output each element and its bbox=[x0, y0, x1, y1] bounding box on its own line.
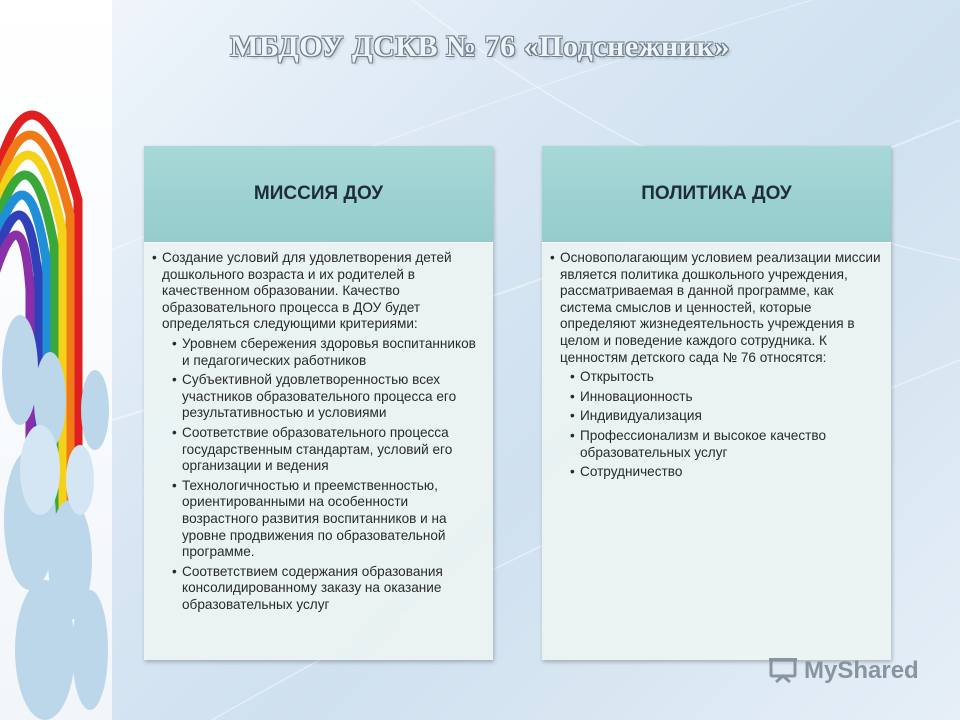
list-item: • Открытость bbox=[570, 369, 883, 386]
policy-intro: • Основополагающим условием реализации миссии является политика дошкольного учреждения, рассматриваемая в данной программе, как система смыслов и ценностей, которые определяют жизнедеятельность учреждения в целом и поведение каждого сотрудника. К ценностям детского сада № 76 относятся: bbox=[550, 250, 883, 366]
page-title: МБДОУ ДСКВ № 76 «Подснежник» bbox=[230, 30, 730, 63]
policy-body bbox=[542, 243, 891, 481]
myshared-watermark[interactable] bbox=[768, 656, 919, 686]
policy-heading: ПОЛИТИКА ДОУ bbox=[542, 146, 891, 243]
list-item: • Соответствие образовательного процесса государственным стандартам, условий его организации и ведения bbox=[172, 425, 485, 475]
list-item: • Индивидуализация bbox=[570, 408, 883, 425]
policy-card bbox=[542, 146, 891, 660]
list-item: • Сотрудничество bbox=[570, 464, 883, 481]
list-item: • Профессионализм и высокое качество образовательных услуг bbox=[570, 428, 883, 461]
mission-heading: МИССИЯ ДОУ bbox=[144, 146, 493, 243]
presentation-icon bbox=[768, 656, 800, 686]
mission-body bbox=[144, 243, 493, 613]
mission-intro: • Создание условий для удовлетворения детей дошкольного возраста и их родителей в качественном образовании. Качество образовательного процесса в ДОУ будет определяться следующими критериями: bbox=[152, 250, 485, 333]
list-item: • Уровнем сбережения здоровья воспитанников и педагогических работников bbox=[172, 336, 485, 369]
mission-criteria-list bbox=[152, 336, 485, 614]
rainbow-clouds-decoration bbox=[0, 0, 112, 720]
list-item: • Технологичностью и преемственностью, ориентированными на особенности возрастного развития воспитанников и на уровне продвижения по образовательной программе. bbox=[172, 478, 485, 561]
list-item: • Субъективной удовлетворенностью всех участников образовательного процесса его результативностью и условиями bbox=[172, 372, 485, 422]
list-item: • Инновационность bbox=[570, 389, 883, 406]
watermark-text: MyShared bbox=[804, 657, 919, 684]
mission-card bbox=[144, 146, 493, 660]
list-item: • Соответствием содержания образования консолидированному заказу на оказание образовательных услуг bbox=[172, 564, 485, 614]
policy-values-list bbox=[550, 369, 883, 481]
